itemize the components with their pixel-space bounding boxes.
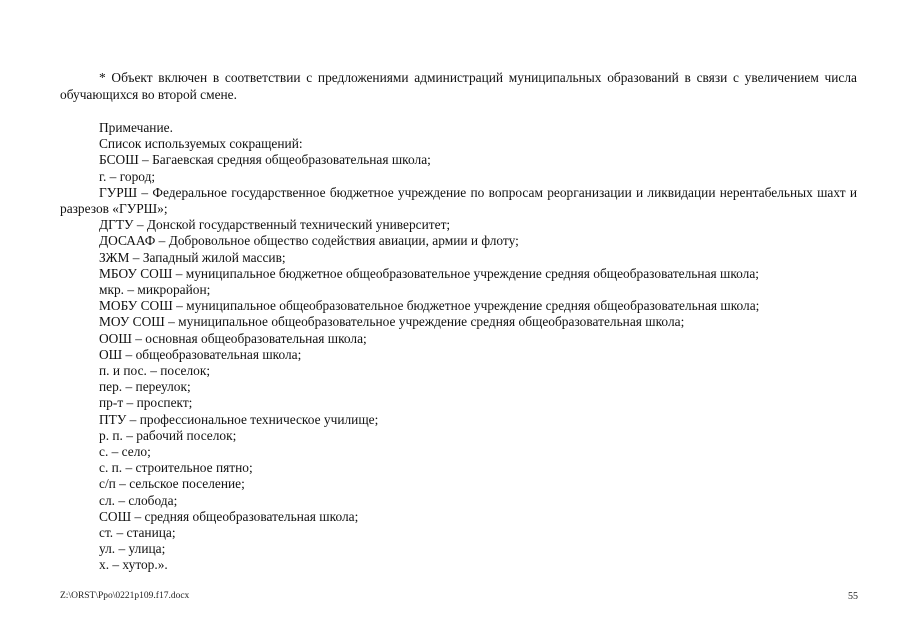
list-item: ОШ – общеобразовательная школа; — [99, 346, 302, 362]
list-item: ПТУ – профессиональное техническое училище; — [99, 411, 379, 427]
list-intro: Список используемых сокращений: — [99, 136, 303, 152]
list-item: МБОУ СОШ – муниципальное бюджетное общеобразовательное учреждение средняя общеобразовательная школа; — [99, 265, 760, 281]
list-item: ЗЖМ – Западный жилой массив; — [99, 249, 286, 265]
list-item: п. и пос. – поселок; — [99, 363, 211, 379]
footer-file-path: Z:\ORST\Ppo\0221p109.f17.docx — [60, 591, 190, 601]
list-item: ДГТУ – Донской государственный технический университет; — [99, 217, 451, 233]
list-item: х. – хутор.». — [99, 557, 168, 573]
footnote-paragraph: * Объект включен в соответствии с предложениями администраций муниципальных образований в связи с увеличением числа обучающихся во второй смене. — [60, 70, 857, 102]
list-item: пр-т – проспект; — [99, 395, 193, 411]
list-item: с/п – сельское поселение; — [99, 476, 245, 492]
list-item: р. п. – рабочий поселок; — [99, 427, 237, 443]
list-item: ст. – станица; — [99, 525, 176, 541]
list-item: мкр. – микрорайон; — [99, 282, 211, 298]
list-item: БСОШ – Багаевская средняя общеобразовательная школа; — [99, 152, 431, 168]
list-item: с. – село; — [99, 444, 151, 460]
list-item-gursh: ГУРШ – Федеральное государственное бюджетное учреждение по вопросам реорганизации и ликвидации нерентабельных шахт и разрезов «ГУРШ»; — [60, 184, 857, 217]
list-item: пер. – переулок; — [99, 379, 191, 395]
list-item: ул. – улица; — [99, 541, 166, 557]
list-item: сл. – слобода; — [99, 492, 178, 508]
footer-page-number: 55 — [848, 591, 858, 602]
note-heading: Примечание. — [99, 120, 173, 135]
list-item: ДОСААФ – Добровольное общество содействия авиации, армии и флоту; — [99, 233, 519, 249]
list-item: ООШ – основная общеобразовательная школа; — [99, 330, 367, 346]
list-item: СОШ – средняя общеобразовательная школа; — [99, 508, 359, 524]
abbreviations-note — [60, 120, 857, 574]
list-item: МОУ СОШ – муниципальное общеобразовательное учреждение средняя общеобразовательная школа; — [99, 314, 685, 330]
list-item: МОБУ СОШ – муниципальное общеобразовательное бюджетное учреждение средняя общеобразовательная школа; — [99, 298, 760, 314]
list-item: с. п. – строительное пятно; — [99, 460, 253, 476]
list-item: г. – город; — [99, 168, 156, 184]
